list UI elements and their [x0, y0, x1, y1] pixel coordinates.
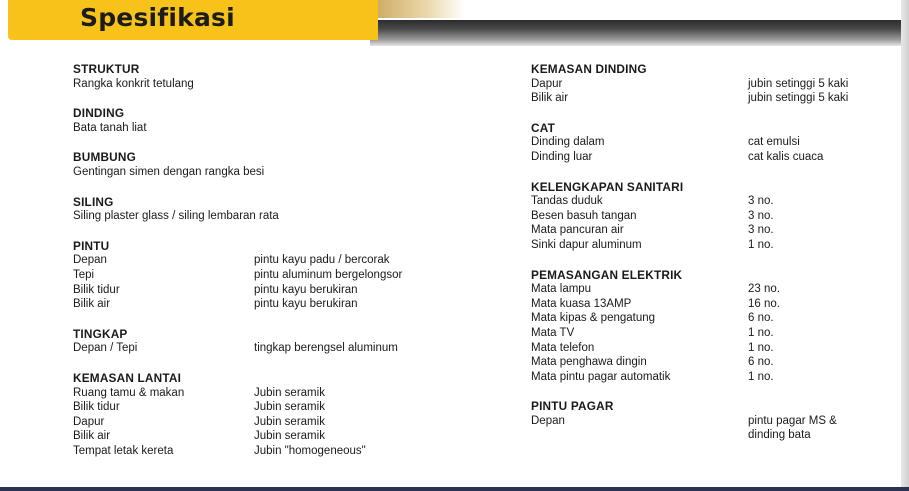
spec-row — [531, 326, 901, 341]
spec-section — [531, 180, 901, 253]
spec-row — [73, 165, 493, 180]
spec-row — [73, 429, 493, 444]
header-decor — [365, 0, 465, 18]
spec-label: Dapur — [73, 415, 105, 428]
spec-row — [531, 150, 901, 165]
spec-value: 1 no. — [748, 341, 774, 354]
spec-label: Bilik tidur — [73, 283, 120, 296]
spec-value: 1 no. — [748, 238, 774, 251]
spec-value: Jubin seramik — [254, 415, 325, 428]
spec-section — [73, 371, 493, 459]
spec-label: Bilik air — [73, 430, 111, 443]
section-heading: DINDING — [73, 106, 125, 121]
spec-value: 23 no. — [748, 283, 780, 296]
spec-label: Bilik air — [73, 298, 111, 311]
spec-row — [73, 121, 493, 136]
spec-row — [531, 341, 901, 356]
section-heading: SILING — [73, 194, 114, 209]
section-heading: KEMASAN DINDING — [531, 62, 647, 76]
page-edge — [901, 0, 909, 491]
spec-label: Mata telefon — [531, 341, 595, 354]
spec-value: 3 no. — [748, 195, 774, 208]
spec-label: Ruang tamu & makan — [73, 386, 185, 399]
spec-value: Jubin seramik — [254, 401, 325, 414]
spec-label: Bilik tidur — [73, 401, 120, 414]
spec-label: Dinding dalam — [531, 136, 605, 149]
spec-row — [73, 415, 493, 430]
spec-value: Jubin seramik — [254, 386, 325, 399]
spec-label: Tandas duduk — [531, 195, 603, 208]
section-heading: BUMBUNG — [73, 150, 136, 165]
section-heading: PEMASANGAN ELEKTRIK — [531, 267, 683, 282]
spec-row — [73, 209, 493, 224]
spec-section — [73, 239, 493, 312]
spec-value: 16 no. — [748, 297, 780, 310]
spec-value: jubin setinggi 5 kaki — [748, 92, 849, 105]
spec-section — [73, 150, 493, 179]
header-tab — [8, 0, 378, 40]
spec-label: Bilik air — [531, 92, 569, 105]
spec-row — [73, 297, 493, 312]
spec-column-left — [73, 62, 493, 473]
spec-row — [531, 194, 901, 209]
spec-value: pintu kayu padu / bercorak — [254, 254, 390, 267]
section-heading: PINTU — [73, 238, 110, 253]
spec-label: Mata lampu — [531, 283, 592, 296]
spec-value: 6 no. — [748, 312, 774, 325]
spec-value: 3 no. — [748, 209, 774, 222]
spec-label: Mata pintu pagar automatik — [531, 370, 671, 383]
footer-bar — [0, 487, 909, 491]
spec-value: cat kalis cuaca — [748, 150, 824, 163]
spec-label: Depan — [73, 254, 107, 267]
spec-section — [73, 327, 493, 356]
spec-label: Rangka konkrit tetulang — [73, 77, 194, 90]
spec-value: Jubin "homogeneous" — [254, 444, 366, 457]
spec-row — [531, 282, 901, 297]
spec-section — [73, 62, 493, 91]
spec-value: pintu kayu berukiran — [254, 283, 358, 296]
spec-row — [531, 311, 901, 326]
spec-label: Mata TV — [531, 326, 575, 339]
spec-row — [531, 297, 901, 312]
spec-label: Depan — [531, 414, 565, 427]
spec-label: Mata kipas & pengatung — [531, 312, 656, 325]
spec-value: Jubin seramik — [254, 430, 325, 443]
spec-label: Dinding luar — [531, 150, 593, 163]
spec-label: Sinki dapur aluminum — [531, 238, 642, 251]
spec-row — [73, 444, 493, 459]
spec-row — [73, 400, 493, 415]
spec-row — [73, 283, 493, 298]
spec-section — [73, 195, 493, 224]
section-heading: TINGKAP — [73, 326, 128, 341]
section-heading: PINTU PAGAR — [531, 399, 614, 414]
spec-row — [73, 77, 493, 92]
spec-label: Siling plaster glass / siling lembaran rata — [73, 210, 279, 223]
spec-row — [531, 209, 901, 224]
spec-row — [73, 386, 493, 401]
spec-label: Tepi — [73, 268, 95, 281]
spec-row — [73, 341, 493, 356]
spec-row — [531, 414, 901, 443]
spec-row — [531, 223, 901, 238]
spec-row — [73, 268, 493, 283]
page-title: Spesifikasi — [80, 3, 235, 32]
spec-row — [531, 370, 901, 385]
spec-section — [531, 268, 901, 385]
spec-row — [73, 253, 493, 268]
spec-value: jubin setinggi 5 kaki — [748, 77, 849, 90]
spec-row — [531, 91, 901, 106]
spec-label: Mata penghawa dingin — [531, 356, 647, 369]
spec-value: 1 no. — [748, 370, 774, 383]
spec-label: Mata kuasa 13AMP — [531, 297, 632, 310]
section-heading: STRUKTUR — [73, 62, 140, 76]
spec-section — [73, 106, 493, 135]
spec-label: Besen basuh tangan — [531, 209, 637, 222]
header-bar — [370, 20, 909, 46]
spec-section — [531, 399, 901, 443]
spec-label: Mata pancuran air — [531, 224, 624, 237]
spec-value: pintu pagar MS & dinding bata — [748, 414, 837, 442]
spec-value: tingkap berengsel aluminum — [254, 342, 398, 355]
spec-label: Depan / Tepi — [73, 342, 138, 355]
spec-value: pintu aluminum bergelongsor — [254, 268, 403, 281]
spec-value: 3 no. — [748, 224, 774, 237]
spec-section — [531, 62, 901, 106]
spec-row — [531, 135, 901, 150]
spec-label: Bata tanah liat — [73, 121, 147, 134]
spec-label: Tempat letak kereta — [73, 444, 174, 457]
spec-row — [531, 238, 901, 253]
spec-label: Dapur — [531, 77, 563, 90]
spec-value: cat emulsi — [748, 136, 800, 149]
spec-column-right — [531, 62, 901, 458]
section-heading: KELENGKAPAN SANITARI — [531, 179, 684, 194]
spec-section — [531, 121, 901, 165]
spec-value: 6 no. — [748, 356, 774, 369]
section-heading: KEMASAN LANTAI — [73, 370, 182, 385]
spec-row — [531, 355, 901, 370]
spec-value: 1 no. — [748, 326, 774, 339]
spec-label: Gentingan simen dengan rangka besi — [73, 165, 265, 178]
spec-row — [531, 77, 901, 92]
section-heading: CAT — [531, 120, 555, 135]
spec-value: pintu kayu berukiran — [254, 298, 358, 311]
